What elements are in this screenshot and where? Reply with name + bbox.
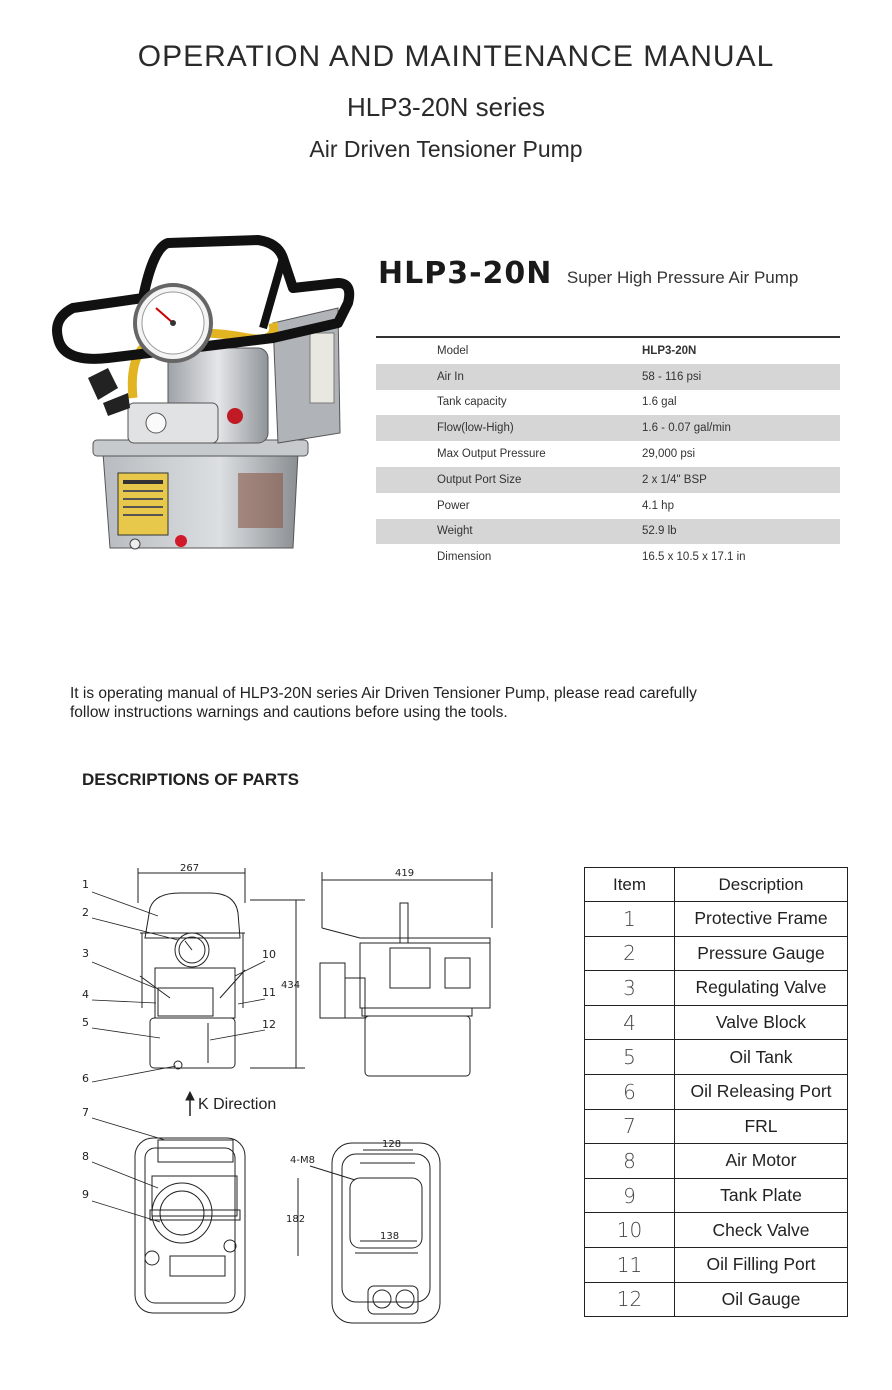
header-item: Item: [585, 868, 675, 902]
item-description: Oil Tank: [675, 1040, 848, 1075]
spec-label: Weight: [437, 525, 473, 538]
item-description: Oil Releasing Port: [675, 1074, 848, 1109]
product-subtitle: Air Driven Tensioner Pump: [309, 136, 583, 162]
item-description: Regulating Valve: [675, 971, 848, 1006]
callout-12: 12: [262, 1018, 276, 1031]
item-description: Valve Block: [675, 1005, 848, 1040]
spec-label: Tank capacity: [437, 396, 507, 409]
item-number: 9: [585, 1178, 675, 1213]
spec-label: Dimension: [437, 551, 492, 564]
front-view: [82, 863, 305, 1085]
spec-value: 4.1 hp: [642, 499, 674, 512]
table-row: [585, 1247, 848, 1282]
bottom-view: [82, 1106, 440, 1323]
table-row: [585, 1005, 848, 1040]
dim-138: 138: [380, 1231, 400, 1242]
callout-6: 6: [82, 1072, 89, 1085]
item-description: FRL: [675, 1109, 848, 1144]
spec-value: 52.9 lb: [642, 525, 677, 538]
callout-7: 7: [82, 1106, 89, 1119]
item-number: 6: [585, 1074, 675, 1109]
spec-row: [376, 467, 840, 493]
spec-row: [376, 544, 840, 570]
spec-value: 1.6 - 0.07 gal/min: [642, 422, 731, 435]
model-description: Super High Pressure Air Pump: [566, 268, 799, 287]
series-title: HLP3-20N series: [347, 92, 545, 122]
spec-label: Air In: [437, 370, 464, 383]
table-row: [585, 1213, 848, 1248]
item-number: 5: [585, 1040, 675, 1075]
dim-434: 434: [281, 980, 301, 991]
spec-table: [376, 336, 840, 570]
spec-label: Max Output Pressure: [437, 448, 546, 461]
item-number: 1: [585, 902, 675, 937]
table-row: [585, 902, 848, 937]
callout-8: 8: [82, 1150, 89, 1163]
spec-label: Model: [437, 344, 469, 357]
item-description: Pressure Gauge: [675, 936, 848, 971]
model-name: HLP3-20N: [378, 256, 553, 291]
spec-value: 29,000 psi: [642, 448, 696, 461]
callout-9: 9: [82, 1188, 89, 1201]
item-number: 7: [585, 1109, 675, 1144]
item-number: 12: [585, 1282, 675, 1317]
section-heading: DESCRIPTIONS OF PARTS: [82, 770, 299, 789]
spec-row: [376, 364, 840, 390]
item-number: 11: [585, 1247, 675, 1282]
item-number: 4: [585, 1005, 675, 1040]
item-description: Air Motor: [675, 1144, 848, 1179]
spec-value: 16.5 x 10.5 x 17.1 in: [642, 551, 746, 564]
spec-label: Flow(low-High): [437, 422, 514, 435]
spec-label: Power: [437, 499, 470, 512]
spec-row: [376, 415, 840, 441]
model-heading: [378, 256, 798, 291]
header-description: Description: [675, 868, 848, 902]
manual-title: OPERATION AND MAINTENANCE MANUAL: [137, 40, 775, 73]
item-description: Oil Gauge: [675, 1282, 848, 1317]
spec-row: [376, 338, 840, 364]
spec-row: [376, 519, 840, 545]
parts-table: [584, 867, 848, 1317]
pump-photo: [48, 228, 360, 568]
thread-label: 4-M8: [290, 1155, 315, 1166]
item-number: 10: [585, 1213, 675, 1248]
table-row: [585, 936, 848, 971]
callout-3: 3: [82, 947, 89, 960]
technical-drawing: [70, 858, 570, 1328]
k-direction: [186, 1092, 276, 1116]
dim-128: 128: [382, 1139, 402, 1150]
intro-paragraph: It is operating manual of HLP3-20N series Air Driven Tensioner Pump, please read carefully follow instructions warnings and cautions before using the tools.: [70, 685, 697, 721]
item-number: 8: [585, 1144, 675, 1179]
dim-419: 419: [395, 868, 415, 879]
item-description: Oil Filling Port: [675, 1247, 848, 1282]
item-description: Tank Plate: [675, 1178, 848, 1213]
table-row: [585, 1074, 848, 1109]
table-header-row: [585, 868, 848, 902]
side-view: [320, 868, 492, 1076]
table-row: [585, 1282, 848, 1317]
callout-10: 10: [262, 948, 276, 961]
callout-2: 2: [82, 906, 89, 919]
item-description: Check Valve: [675, 1213, 848, 1248]
item-description: Protective Frame: [675, 902, 848, 937]
spec-value: HLP3-20N: [642, 344, 697, 357]
dim-267: 267: [180, 863, 200, 874]
callout-5: 5: [82, 1016, 89, 1029]
spec-value: 58 - 116 psi: [642, 370, 702, 383]
spec-label: Output Port Size: [437, 473, 522, 486]
table-row: [585, 1144, 848, 1179]
spec-row: [376, 390, 840, 416]
item-number: 3: [585, 971, 675, 1006]
table-row: [585, 1109, 848, 1144]
table-row: [585, 1178, 848, 1213]
callout-1: 1: [82, 878, 89, 891]
spec-value: 2 x 1/4" BSP: [642, 473, 707, 486]
item-number: 2: [585, 936, 675, 971]
callout-4: 4: [82, 988, 89, 1001]
table-row: [585, 971, 848, 1006]
dim-182: 182: [286, 1214, 306, 1225]
direction-label: K Direction: [198, 1096, 277, 1113]
table-row: [585, 1040, 848, 1075]
spec-value: 1.6 gal: [642, 396, 677, 409]
spec-row: [376, 441, 840, 467]
spec-row: [376, 493, 840, 519]
callout-11: 11: [262, 986, 276, 999]
